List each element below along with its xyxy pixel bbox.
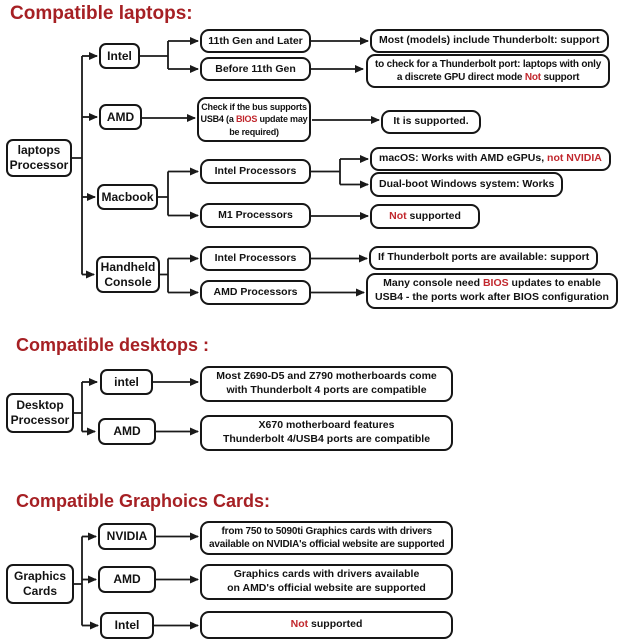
node-laptops-processor	[6, 139, 72, 177]
node-desktop-amd: AMD	[98, 418, 156, 445]
text-line: Console	[104, 274, 152, 289]
text-line: Graphics cards with drivers available	[233, 568, 420, 580]
node-desktop-intel: intel	[100, 369, 153, 395]
text-line	[201, 113, 308, 125]
text-line: Graphics	[13, 569, 67, 584]
node-macbook: Macbook	[97, 184, 158, 210]
text-line	[379, 152, 602, 166]
outcome-x670-compatible	[200, 415, 453, 451]
outcome-z690-z790-compatible	[200, 366, 453, 402]
node-graphics-cards	[6, 564, 74, 604]
text-line: Handheld	[100, 259, 156, 274]
text-line	[291, 618, 363, 632]
text-segment: not NVIDIA	[547, 152, 602, 165]
outcome-discrete-gpu-not-support	[366, 54, 610, 88]
text-line: to check for a Thunderbolt port: laptops with only	[375, 59, 602, 70]
text-line: Most (models) include Thunderbolt: support	[379, 34, 600, 47]
text-segment: support	[540, 72, 580, 84]
text-line: Most Z690-D5 and Z790 motherboards come	[216, 370, 437, 382]
outcome-m1-not-supported	[370, 204, 480, 229]
text-segment: updates to enable	[508, 277, 601, 289]
outcome-thunderbolt-available-support	[369, 246, 598, 270]
text-segment: update may	[257, 114, 308, 125]
text-line: X670 motherboard features	[258, 419, 395, 431]
node-macbook-intel-processors: Intel Processors	[200, 159, 311, 184]
node-desktop-processor	[6, 393, 74, 433]
text-line: Check if the bus supports	[201, 102, 307, 113]
section-title-desktops: Compatible desktops :	[16, 335, 210, 355]
text-line: Processor	[9, 158, 69, 172]
node-gpu-amd: AMD	[98, 566, 156, 593]
node-m1-processors: M1 Processors	[200, 203, 311, 228]
text-segment: supported	[308, 618, 363, 631]
outcome-dual-boot-works	[370, 172, 563, 197]
node-amd-usb4-check	[197, 97, 311, 142]
node-11th-gen-and-later: 11th Gen and Later	[200, 29, 311, 53]
text-line: from 750 to 5090ti Graphics cards with drivers	[221, 526, 432, 537]
node-handheld-amd-processors: AMD Processors	[200, 280, 311, 305]
node-amd: AMD	[99, 104, 142, 130]
text-line: Dual-boot Windows system: Works	[379, 177, 555, 190]
text-line	[397, 71, 579, 84]
section-title-laptops: Compatible laptops:	[10, 3, 193, 24]
text-segment: supported	[406, 209, 461, 222]
node-handheld-console	[96, 256, 160, 293]
text-line: Cards	[22, 584, 57, 598]
text-line: If Thunderbolt ports are available: support	[378, 251, 590, 264]
text-line: with Thunderbolt 4 ports are compatible	[226, 383, 427, 396]
outcome-it-is-supported	[381, 110, 481, 134]
outcome-macos-amd-egpus	[370, 147, 611, 171]
outcome-amd-drivers-supported	[200, 564, 453, 600]
node-intel: Intel	[99, 43, 140, 69]
node-handheld-intel-processors: Intel Processors	[200, 246, 311, 271]
text-line: Desktop	[16, 398, 64, 413]
text-line: on AMD's official website are supported	[227, 581, 426, 594]
outcome-intel-gpu-not-supported	[200, 611, 453, 639]
text-segment: BIOS	[482, 277, 509, 289]
outcome-nvidia-drivers-supported	[200, 521, 453, 555]
text-line: Processor	[10, 413, 70, 427]
text-line	[389, 210, 461, 224]
text-line: It is supported.	[393, 115, 469, 128]
text-segment: macOS: Works with AMD eGPUs,	[379, 152, 548, 165]
node-gpu-nvidia: NVIDIA	[98, 523, 156, 550]
text-line	[383, 277, 601, 291]
text-line: be required)	[229, 126, 279, 137]
section-title-graphics-cards: Compatible Graphoics Cards:	[16, 491, 271, 511]
text-segment: BIOS	[235, 114, 258, 125]
text-line: available on NVIDIA's official website are supported	[209, 539, 445, 551]
text-segment: USB4 (a	[200, 114, 236, 125]
text-line: Thunderbolt 4/USB4 ports are compatible	[222, 432, 431, 445]
text-line: laptops	[17, 143, 61, 158]
text-segment: a discrete GPU direct mode	[396, 72, 525, 84]
text-line: USB4 - the ports work after BIOS configuration	[375, 290, 609, 303]
node-before-11th-gen: Before 11th Gen	[200, 57, 311, 81]
text-segment: Not	[524, 72, 541, 84]
outcome-most-models-support	[370, 29, 609, 53]
text-segment: Many console need	[383, 277, 483, 289]
text-segment: Not	[290, 618, 309, 631]
text-segment: Not	[389, 209, 407, 222]
node-gpu-intel: Intel	[100, 612, 154, 639]
outcome-console-bios-updates	[366, 273, 618, 309]
